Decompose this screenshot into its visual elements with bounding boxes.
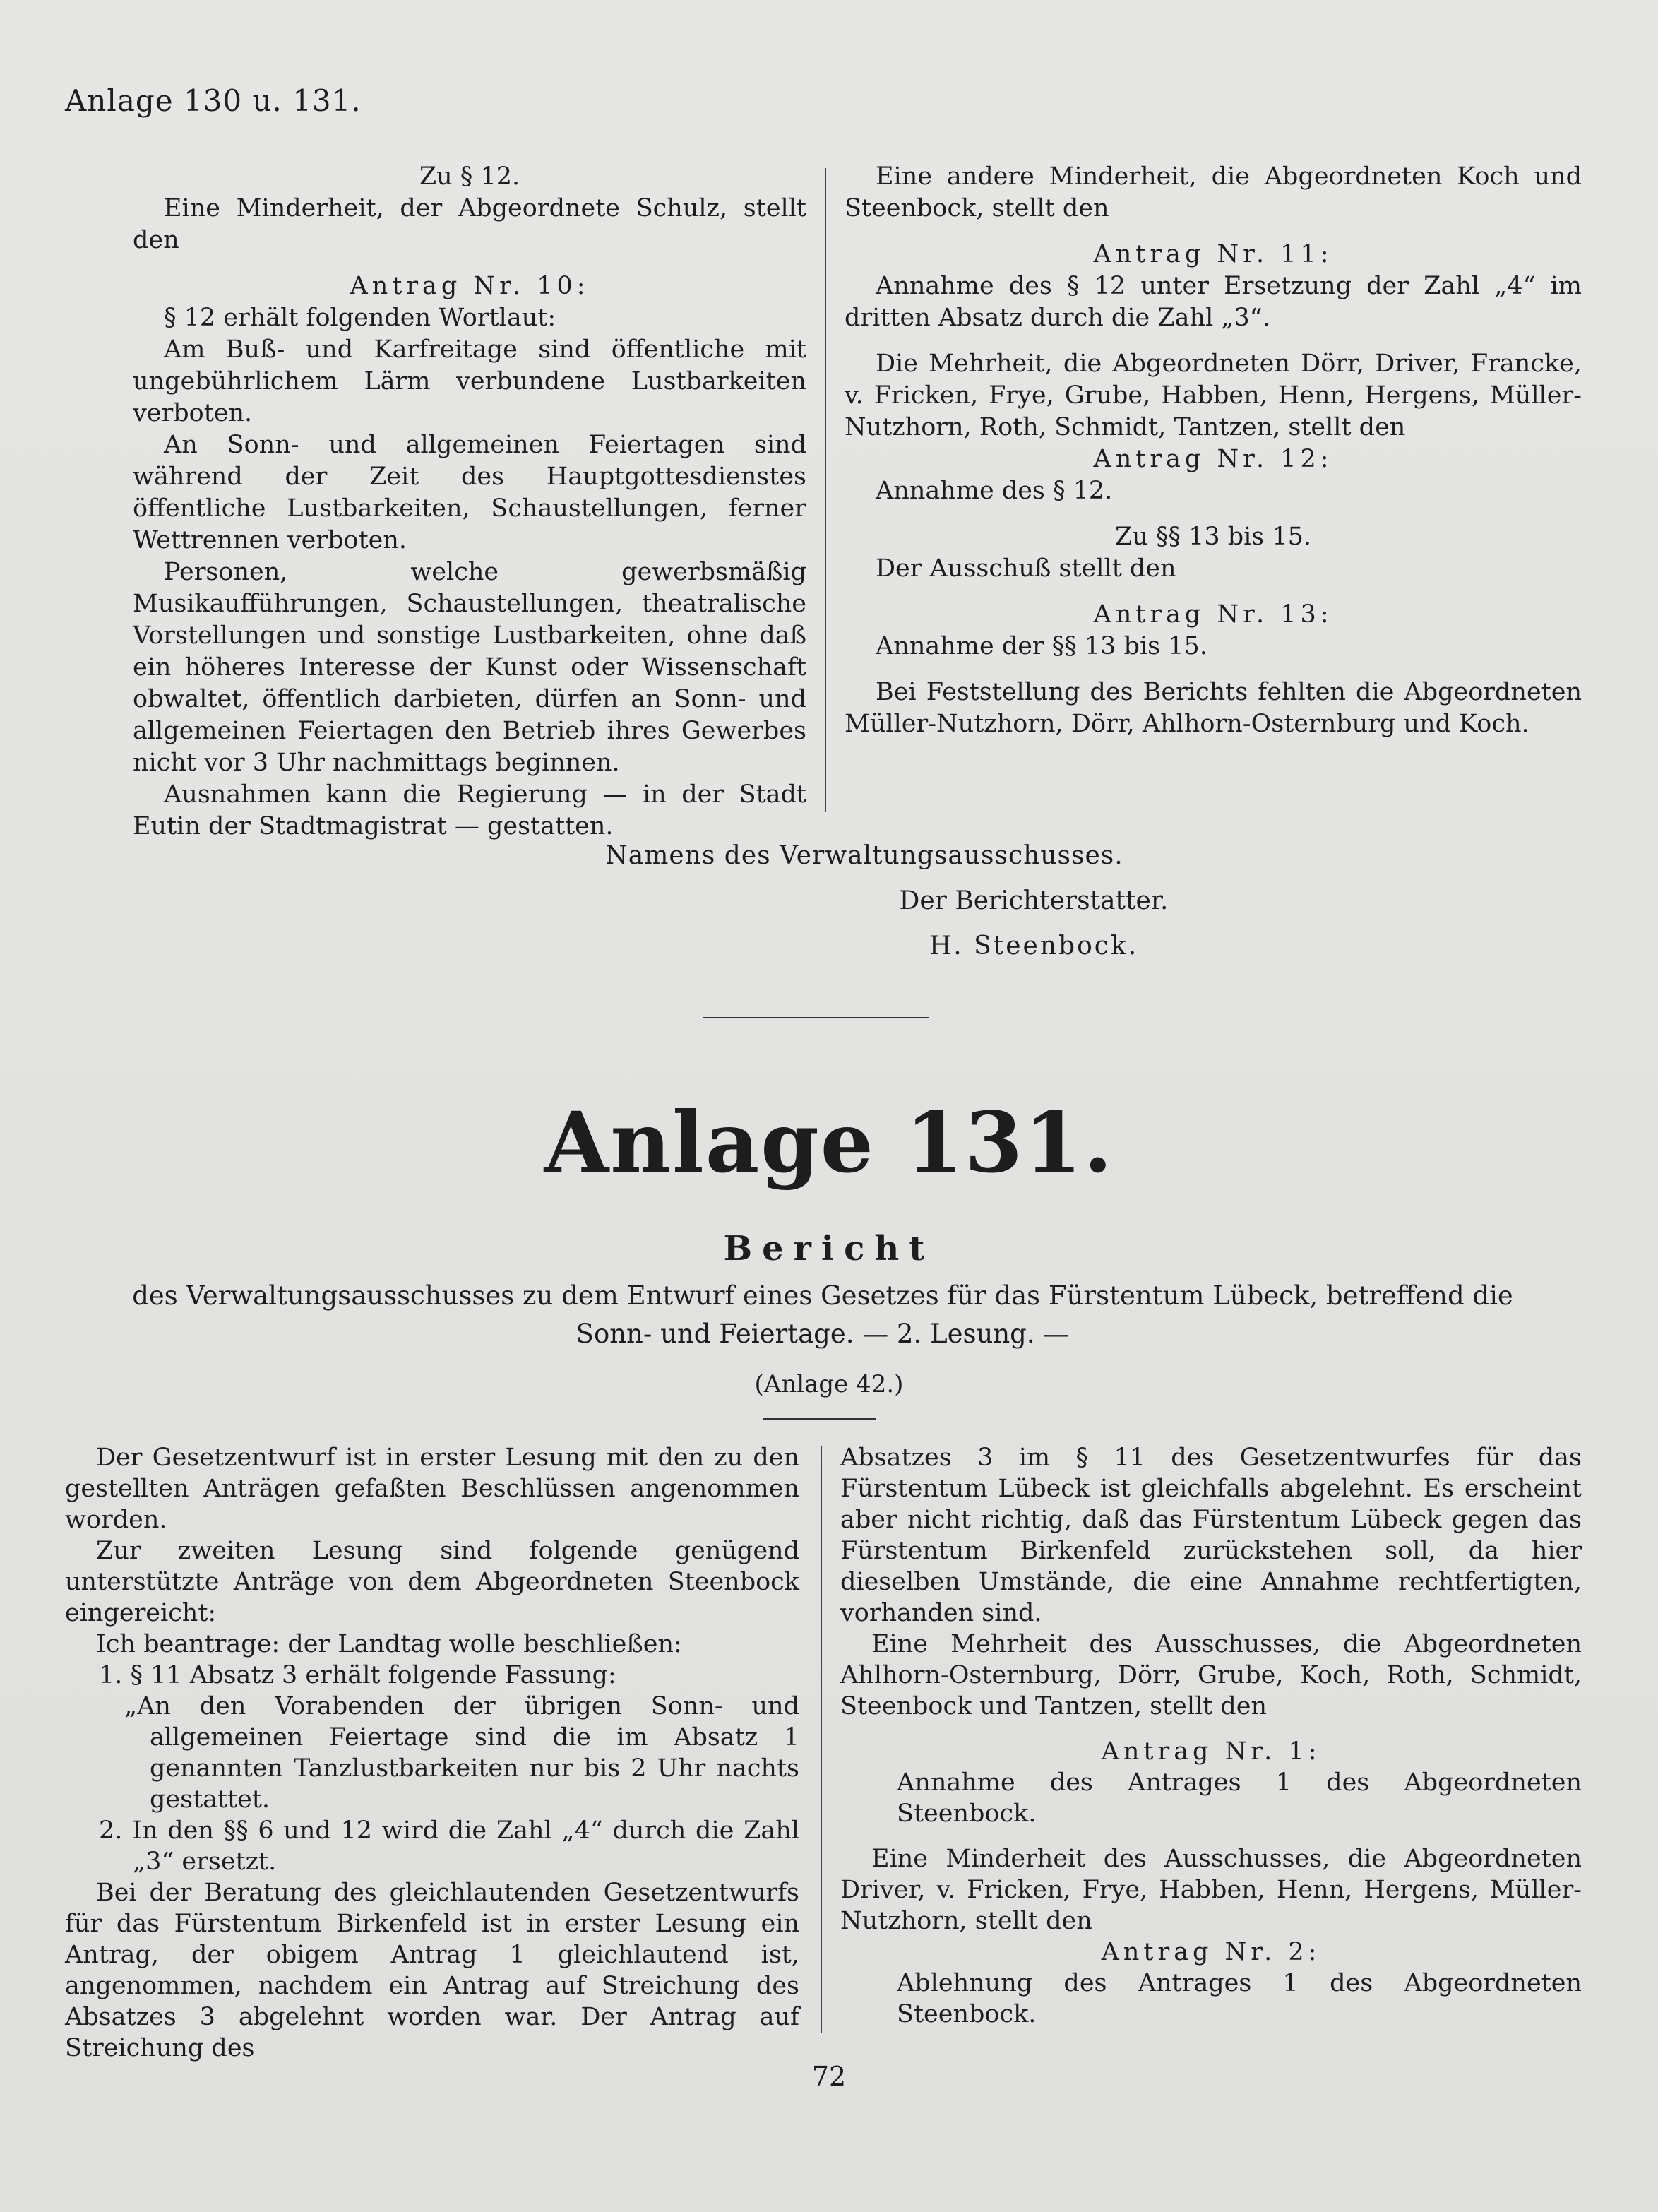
subtitle-line-2: Sonn- und Feiertage. — 2. Lesung. — [575, 1319, 1070, 1349]
paragraph: Zur zweiten Lesung sind folgende genügend unterstützte Anträge von dem Abgeordneten Steenbock eingereicht: [65, 1537, 799, 1627]
antrag-heading: Antrag Nr. 11: [1093, 240, 1333, 268]
paragraph: Personen, welche gewerbsmäßig Musikaufführungen, Schaustellungen, theatralische Vorstellungen und sonstige Lustbarkeiten, ohne daß ein höheres Interesse der Kunst oder Wissenschaft obwaltet, öffentlich darbieten, dürfen an Sonn- und allgemeinen Feiertagen den Betrieb ihres Gewerbes nicht vor 3 Uhr nachmittags beginnen. [133, 558, 806, 777]
paragraph: Annahme des Antrages 1 des Abgeordneten Steenbock. [897, 1768, 1582, 1828]
page-number: 72 [811, 2061, 847, 2092]
reference-text: (Anlage 42.) [754, 1370, 904, 1398]
list-item-quote: „An den Vorabenden der übrigen Sonn- und allgemeinen Feiertage sind die im Absatz 1 genannten Tanzlustbarkeiten nur bis 2 Uhr nachts gestattet. [124, 1692, 799, 1814]
list-item: 2. In den §§ 6 und 12 wird die Zahl „4“ durch die Zahl „3“ ersetzt. [99, 1816, 799, 1876]
separator-rule-small [763, 1418, 876, 1420]
paragraph: Der Gesetzentwurf ist in erster Lesung mit den zu den gestellten Anträgen gefaßten Beschlüssen angenommen worden. [65, 1444, 799, 1534]
committee-line: Namens des Verwaltungsausschusses. [605, 841, 1123, 870]
column-divider [825, 168, 826, 812]
antrag-heading: Antrag Nr. 1: [1101, 1737, 1321, 1766]
paragraph: § 12 erhält folgenden Wortlaut: [164, 304, 556, 332]
paragraph: Die Mehrheit, die Abgeordneten Dörr, Driver, Francke, v. Fricken, Frye, Grube, Habben, Henn, Hergens, Müller-Nutzhorn, Roth, Schmidt, Tantzen, stellt den [845, 350, 1582, 441]
section-heading: Zu § 12. [419, 162, 520, 191]
paragraph: Eine Mehrheit des Ausschusses, die Abgeordneten Ahlhorn-Osternburg, Dörr, Grube, Koch, Roth, Schmidt, Steenbock und Tantzen, stellt den [840, 1630, 1582, 1720]
bericht-heading [0, 1229, 1658, 1268]
separator-rule [703, 1017, 929, 1018]
paragraph: Eine Minderheit des Ausschusses, die Abgeordneten Driver, v. Fricken, Frye, Habben, Henn, Hergens, Müller-Nutzhorn, stellt den [840, 1845, 1582, 1935]
paragraph: Ausnahmen kann die Regierung — in der Stadt Eutin der Stadtmagistrat — gestatten. [133, 780, 806, 840]
paragraph: An Sonn- und allgemeinen Feiertagen sind während der Zeit des Hauptgottesdienstes öffentliche Lustbarkeiten, Schaustellungen, ferner Wettrennen verboten. [133, 431, 806, 554]
anlage-title-text: Anlage 131. [544, 1093, 1114, 1191]
paragraph: Eine andere Minderheit, die Abgeordneten Koch und Steenbock, stellt den [845, 162, 1582, 222]
paragraph: Annahme des § 12. [876, 477, 1113, 505]
list-item: 1. § 11 Absatz 3 erhält folgende Fassung: [99, 1661, 616, 1689]
antrag-heading: Antrag Nr. 2: [1101, 1938, 1321, 1966]
top-right-column [845, 161, 1582, 740]
bericht-title: Bericht [723, 1229, 935, 1268]
column-divider [821, 1446, 822, 2033]
bericht-reference [0, 1370, 1658, 1398]
signature-block [0, 839, 1658, 963]
reporter-name: H. Steenbock. [929, 932, 1139, 961]
section-heading: Zu §§ 13 bis 15. [1114, 523, 1312, 551]
anlage-title [0, 1093, 1658, 1191]
paragraph: Annahme des § 12 unter Ersetzung der Zahl „4“ im dritten Absatz durch die Zahl „3“. [845, 272, 1582, 332]
paragraph: Absatzes 3 im § 11 des Gesetzentwurfes für das Fürstentum Lübeck ist gleichfalls abgelehnt. Es erscheint aber nicht richtig, daß das Fürstentum Lübeck gegen das Fürstentum Birkenfeld zurückstehen soll, da hier dieselben Umstände, die eine Annahme rechtfertigten, vorhanden sind. [840, 1444, 1582, 1627]
paragraph: Der Ausschuß stellt den [876, 554, 1176, 583]
running-head: Anlage 130 u. 131. [65, 83, 362, 118]
bottom-right-column [840, 1442, 1582, 2030]
reporter-role: Der Berichterstatter. [899, 886, 1169, 915]
top-left-column [133, 161, 806, 843]
paragraph: Annahme der §§ 13 bis 15. [876, 632, 1207, 660]
antrag-heading: Antrag Nr. 12: [1093, 445, 1333, 473]
paragraph: Ablehnung des Antrages 1 des Abgeordneten Steenbock. [897, 1969, 1582, 2028]
bottom-left-column [65, 1442, 799, 2064]
paragraph: Am Buß- und Karfreitage sind öffentliche mit ungebührlichem Lärm verbundene Lustbarkeiten verboten. [133, 335, 806, 427]
paragraph: Bei Feststellung des Berichts fehlten die Abgeordneten Müller-Nutzhorn, Dörr, Ahlhorn-Osternburg und Koch. [845, 678, 1582, 738]
subtitle-line-1: des Verwaltungsausschusses zu dem Entwurf eines Gesetzes für das Fürstentum Lübeck, betreffend die [132, 1280, 1513, 1311]
antrag-heading: Antrag Nr. 10: [350, 272, 590, 300]
paragraph: Ich beantrage: der Landtag wolle beschließen: [96, 1630, 682, 1658]
bericht-subtitle [64, 1277, 1582, 1353]
antrag-heading: Antrag Nr. 13: [1093, 600, 1333, 629]
paragraph: Eine Minderheit, der Abgeordnete Schulz, stellt den [133, 194, 806, 254]
paragraph: Bei der Beratung des gleichlautenden Gesetzentwurfs für das Fürstentum Birkenfeld ist in erster Lesung ein Antrag, der obigem Antrag 1 gleichlautend ist, angenommen, nachdem ein Antrag auf Streichung des Absatzes 3 abgelehnt worden war. Der Antrag auf Streichung des [65, 1879, 799, 2062]
